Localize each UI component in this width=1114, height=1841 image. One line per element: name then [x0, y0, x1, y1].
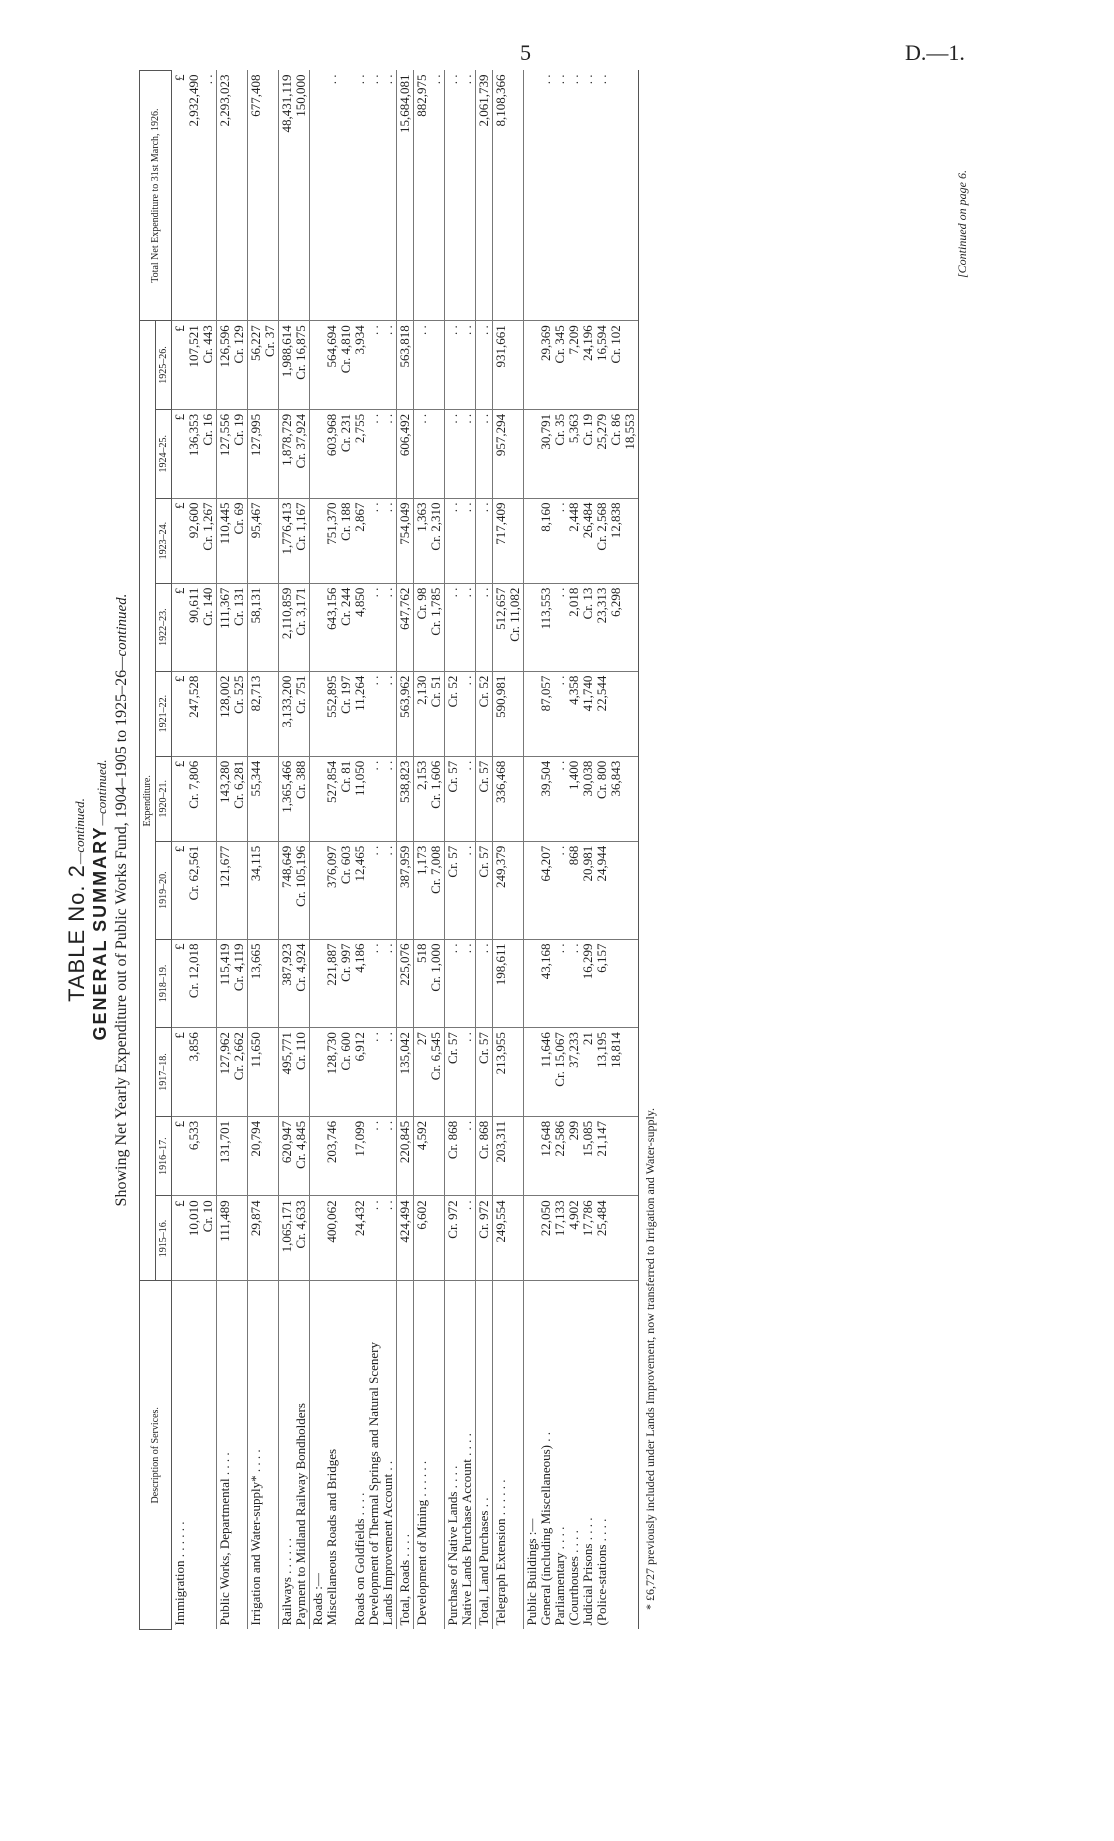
row-description: Telegraph Extension . . . . . . [493, 1281, 524, 1630]
table-cell: 647,762 [397, 583, 414, 671]
table-cell: 882,975 . . [414, 71, 445, 321]
header-year: 1915–16. [156, 1196, 172, 1281]
table-cell: Cr. 57 . . [445, 756, 476, 841]
table-cell: 751,370 Cr. 188 2,867 . . . . [310, 498, 397, 583]
table-cell: 203,746 17,099 . . . . [310, 1116, 397, 1196]
table-row [217, 71, 248, 1630]
table-cell: 6,602 [414, 1196, 445, 1281]
table-cell: 221,887 Cr. 997 4,186 . . . . [310, 939, 397, 1028]
table-cell: 424,494 [397, 1196, 414, 1281]
table-cell: 11,646 Cr. 15,067 37,233 21 13,195 18,814 [524, 1028, 639, 1117]
table-row [310, 71, 397, 1630]
table-cell: 2,061,739 [476, 71, 493, 321]
expenditure-table [139, 70, 639, 1630]
table-cell: Cr. 57 [476, 756, 493, 841]
table-row [476, 71, 493, 1630]
row-description: Purchase of Native Lands . . . . Native Lands Purchase Account . . . . [445, 1281, 476, 1630]
table-cell: 135,042 [397, 1028, 414, 1117]
header-year: 1922–23. [156, 583, 172, 671]
table-cell: Cr. 57 [476, 1028, 493, 1117]
table-cell: £ 136,353 Cr. 16 [172, 409, 217, 498]
table-cell: 43,168 . . . . 16,299 6,157 [524, 939, 639, 1028]
table-cell: 110,445 Cr. 69 [217, 498, 248, 583]
table-cell: 552,895 Cr. 197 11,264 . . . . [310, 671, 397, 756]
table-cell: 39,504 . . 1,400 30,038 Cr. 800 36,843 [524, 756, 639, 841]
table-cell: 8,160 . . 2,448 26,484 Cr. 2,568 12,838 [524, 498, 639, 583]
table-cell: 376,097 Cr. 603 12,465 . . . . [310, 841, 397, 939]
table-cell: 1,365,466 Cr. 388 [279, 756, 310, 841]
table-cell: 620,947 Cr. 4,845 [279, 1116, 310, 1196]
rotated-table-page [60, 70, 1020, 1730]
table-cell: 128,002 Cr. 525 [217, 671, 248, 756]
row-description: Public Buildings :— General (including Miscellaneous) . . Parliamentary . . . . (Courthouses . . . . Judicial Prisons . . . . (Police-stations . . . . [524, 1281, 639, 1630]
table-cell: 512,657 Cr. 11,082 [493, 583, 524, 671]
table-cell: . . [476, 583, 493, 671]
table-cell: Cr. 972 . . [445, 1196, 476, 1281]
table-cell: . . . . [445, 498, 476, 583]
table-cell: . . [476, 498, 493, 583]
row-description: Total, Roads . . . . [397, 1281, 414, 1630]
page-reference: D.—1. [905, 40, 965, 65]
table-cell: Cr. 57 [476, 841, 493, 939]
table-cell: 590,981 [493, 671, 524, 756]
table-cell: 563,962 [397, 671, 414, 756]
table-cell: 1,988,614 Cr. 16,875 [279, 321, 310, 410]
table-cell: 1,173 Cr. 7,008 [414, 841, 445, 939]
table-cell: . . . . [445, 583, 476, 671]
table-cell: 27 Cr. 6,545 [414, 1028, 445, 1117]
table-cell: 2,110,859 Cr. 3,171 [279, 583, 310, 671]
row-description: Railways . . . . . . Payment to Midland Railway Bondholders [279, 1281, 310, 1630]
row-description: Total, Land Purchases . . [476, 1281, 493, 1630]
table-cell: 111,367 Cr. 131 [217, 583, 248, 671]
header-year: 1916–17. [156, 1116, 172, 1196]
table-cell: 15,684,081 [397, 71, 414, 321]
table-cell: £ Cr. 62,561 [172, 841, 217, 939]
table-cell: Cr. 52 [476, 671, 493, 756]
table-cell: 143,280 Cr. 6,281 [217, 756, 248, 841]
table-cell: Cr. 57 . . [445, 1028, 476, 1117]
table-cell: Cr. 868 [476, 1116, 493, 1196]
table-cell: 225,076 [397, 939, 414, 1028]
table-cell: 113,553 . . 2,018 Cr. 13 23,313 6,298 [524, 583, 639, 671]
header-year: 1919–20. [156, 841, 172, 939]
table-cell: 2,153 Cr. 1,606 [414, 756, 445, 841]
header-year: 1925–26. [156, 321, 172, 410]
table-cell: 606,492 [397, 409, 414, 498]
header-year: 1918–19. [156, 939, 172, 1028]
table-cell: 87,057 . . 4,358 41,740 22,544 [524, 671, 639, 756]
table-cell: 336,468 [493, 756, 524, 841]
table-cell: 95,467 [248, 498, 279, 583]
table-cell: 538,823 [397, 756, 414, 841]
table-cell: 55,344 [248, 756, 279, 841]
table-cell: 111,489 [217, 1196, 248, 1281]
table-cell: . . [414, 321, 445, 410]
table-cell: £ 92,600 Cr. 1,267 [172, 498, 217, 583]
table-cell: 126,596 Cr. 129 [217, 321, 248, 410]
table-cell: Cr. 52 . . [445, 671, 476, 756]
table-cell: £ 90,611 Cr. 140 [172, 583, 217, 671]
table-cell: 29,369 Cr. 345 7,209 24,196 16,594 Cr. 102 [524, 321, 639, 410]
table-row [397, 71, 414, 1630]
table-cell: 203,311 [493, 1116, 524, 1196]
table-cell: 603,968 Cr. 231 2,755 . . . . [310, 409, 397, 498]
table-cell: . . . . . . . . [310, 71, 397, 321]
table-cell: 249,379 [493, 841, 524, 939]
table-cell: £ 3,856 [172, 1028, 217, 1117]
continued-note: [Continued on page 6. [955, 170, 969, 278]
table-cell: 127,995 [248, 409, 279, 498]
table-cell: 957,294 [493, 409, 524, 498]
footnote: * £6,727 previously included under Lands Improvement, now transferred to Irrigation and Water-supply. [643, 1108, 657, 1610]
table-cell: 387,959 [397, 841, 414, 939]
table-cell: 131,701 [217, 1116, 248, 1196]
table-cell: 48,431,119 150,000 [279, 71, 310, 321]
table-cell: . . [476, 321, 493, 410]
table-cell: 563,818 [397, 321, 414, 410]
table-cell: . . . . . . . . . . [524, 71, 639, 321]
table-cell: 22,050 17,133 4,902 17,786 25,484 [524, 1196, 639, 1281]
header-total: Total Net Expenditure to 31st March, 1926. [140, 71, 172, 321]
table-caption: Showing Net Yearly Expenditure out of Public Works Fund, 1904–1905 to 1925–26—continued. [113, 593, 130, 1207]
header-year: 1920–21. [156, 756, 172, 841]
table-cell: . . [476, 939, 493, 1028]
header-year: 1924–25. [156, 409, 172, 498]
table-cell: Cr. 57 . . [445, 841, 476, 939]
table-cell: . . . . [445, 321, 476, 410]
table-cell: 754,049 [397, 498, 414, 583]
table-cell: 2,130 Cr. 51 [414, 671, 445, 756]
row-description: Development of Mining . . . . . . [414, 1281, 445, 1630]
table-row [414, 71, 445, 1630]
table-cell: 127,556 Cr. 19 [217, 409, 248, 498]
table-cell: 30,791 Cr. 35 5,363 Cr. 19 25,279 Cr. 86 18,553 [524, 409, 639, 498]
table-cell: 1,776,413 Cr. 1,167 [279, 498, 310, 583]
table-cell: 64,207 . . 868 20,981 24,944 [524, 841, 639, 939]
table-cell: 677,408 [248, 71, 279, 321]
row-description: Immigration . . . . . . [172, 1281, 217, 1630]
table-cell: 717,409 [493, 498, 524, 583]
header-year: 1923–24. [156, 498, 172, 583]
row-description: Irrigation and Water-supply* . . . . [248, 1281, 279, 1630]
table-cell: 748,649 Cr. 105,196 [279, 841, 310, 939]
table-row [445, 71, 476, 1630]
table-cell: 127,962 Cr. 2,662 [217, 1028, 248, 1117]
table-cell: . . [414, 409, 445, 498]
table-cell: £ 107,521 Cr. 443 [172, 321, 217, 410]
table-cell: 11,650 [248, 1028, 279, 1117]
table-cell: 400,062 24,432 . . . . [310, 1196, 397, 1281]
table-row [524, 71, 639, 1630]
table-cell: 20,794 [248, 1116, 279, 1196]
table-row [493, 71, 524, 1630]
table-cell: 387,923 Cr. 4,924 [279, 939, 310, 1028]
table-cell: 13,665 [248, 939, 279, 1028]
table-cell: 56,227 Cr. 37 [248, 321, 279, 410]
table-cell: Cr. 98 Cr. 1,785 [414, 583, 445, 671]
table-cell: Cr. 868 . . [445, 1116, 476, 1196]
table-cell: 29,874 [248, 1196, 279, 1281]
row-description: Roads :— Miscellaneous Roads and Bridges Roads on Goldfields . . . . Development of Thermal Springs and Natural Scenery Lands Improvement Account . . [310, 1281, 397, 1630]
table-cell: 2,293,023 [217, 71, 248, 321]
table-cell: 3,133,200 Cr. 751 [279, 671, 310, 756]
table-title: TABLE No. 2—continued. [64, 798, 89, 1002]
table-cell: £ Cr. 12,018 [172, 939, 217, 1028]
table-cell: 128,730 Cr. 600 6,912 . . . . [310, 1028, 397, 1117]
table-cell: 4,592 [414, 1116, 445, 1196]
table-cell: 198,611 [493, 939, 524, 1028]
row-description: Public Works, Departmental . . . . [217, 1281, 248, 1630]
header-year: 1917–18. [156, 1028, 172, 1117]
page-number: 5 [520, 40, 531, 65]
table-cell: £ 247,528 [172, 671, 217, 756]
table-cell: . . [476, 409, 493, 498]
table-cell: . . . . [445, 409, 476, 498]
table-cell: 115,419 Cr. 4,119 [217, 939, 248, 1028]
header-year: 1921–22. [156, 671, 172, 756]
table-cell: 1,878,729 Cr. 37,924 [279, 409, 310, 498]
table-cell: 82,713 [248, 671, 279, 756]
table-subtitle: GENERAL SUMMARY—continued. [90, 759, 110, 1041]
table-cell: £ 2,932,490 . . [172, 71, 217, 321]
table-cell: 8,108,366 [493, 71, 524, 321]
table-cell: £ Cr. 7,806 [172, 756, 217, 841]
table-cell: . . . . [445, 939, 476, 1028]
table-cell: 12,648 22,586 299 15,085 21,147 [524, 1116, 639, 1196]
table-row [279, 71, 310, 1630]
table-cell: 931,661 [493, 321, 524, 410]
table-cell: 1,065,171 Cr. 4,633 [279, 1196, 310, 1281]
table-cell: £ 6,533 [172, 1116, 217, 1196]
header-description: Description of Services. [140, 1281, 172, 1630]
table-cell: 249,554 [493, 1196, 524, 1281]
table-cell: 1,363 Cr. 2,310 [414, 498, 445, 583]
table-cell: £ 10,010 Cr. 10 [172, 1196, 217, 1281]
table-row [248, 71, 279, 1630]
table-row [172, 71, 217, 1630]
table-cell: 643,156 Cr. 244 4,850 . . . . [310, 583, 397, 671]
table-cell: Cr. 972 [476, 1196, 493, 1281]
table-cell: 220,845 [397, 1116, 414, 1196]
table-cell: 564,694 Cr. 4,810 3,934 . . . . [310, 321, 397, 410]
table-cell: . . . . [445, 71, 476, 321]
table-cell: 527,854 Cr. 81 11,050 . . . . [310, 756, 397, 841]
table-cell: 518 Cr. 1,000 [414, 939, 445, 1028]
table-cell: 213,955 [493, 1028, 524, 1117]
table-cell: 34,115 [248, 841, 279, 939]
table-cell: 121,677 [217, 841, 248, 939]
table-cell: 495,771 Cr. 110 [279, 1028, 310, 1117]
table-cell: 58,131 [248, 583, 279, 671]
header-expenditure: Expenditure. [140, 321, 156, 1281]
